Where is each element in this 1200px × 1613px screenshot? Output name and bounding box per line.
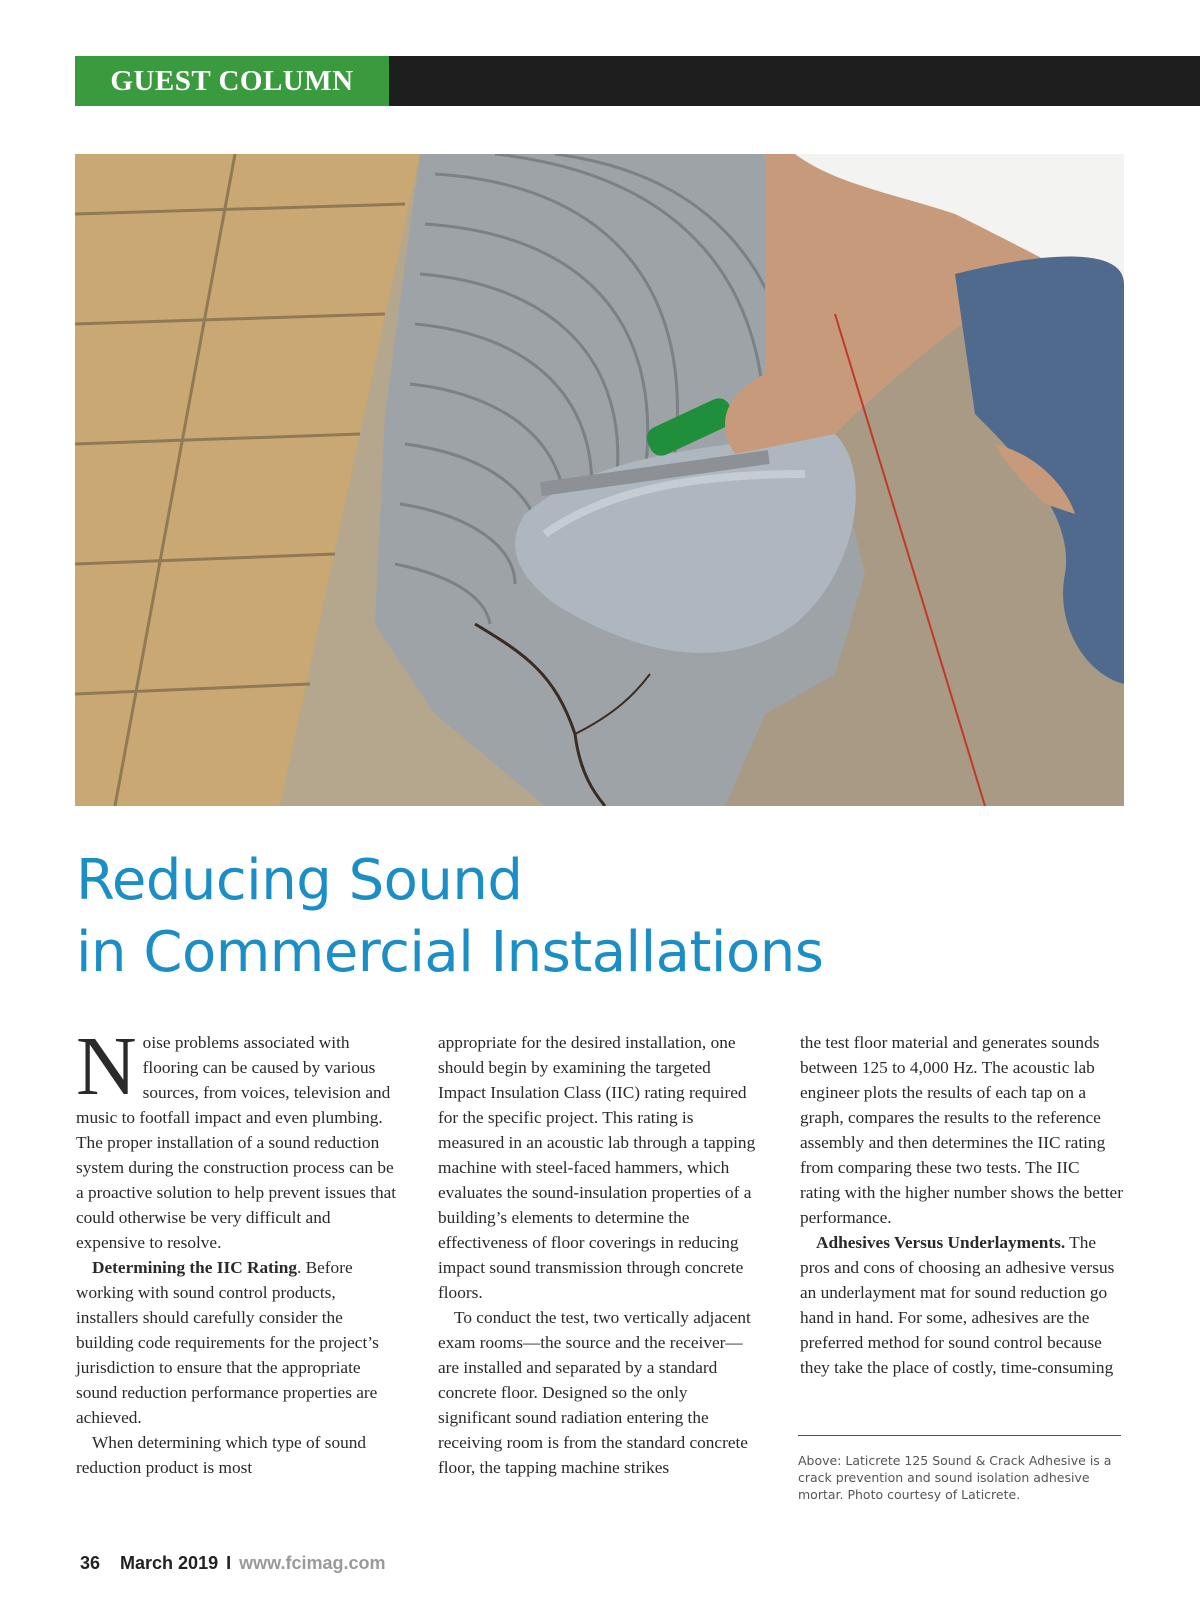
- drop-cap: N: [76, 1020, 137, 1113]
- photo-caption: Above: Laticrete 125 Sound & Crack Adhesive is a crack prevention and sound isolation adhesive mortar. Photo courtesy of Laticrete.: [798, 1453, 1112, 1502]
- paragraph-col3-2: [800, 1230, 1124, 1380]
- caption-divider: [798, 1435, 1121, 1436]
- subhead-adhesives: Adhesives Versus Underlayments.: [816, 1233, 1066, 1252]
- title-line-2: in Commercial Installations: [76, 920, 824, 985]
- adhesives-text: The pros and cons of choosing an adhesive versus an underlayment mat for sound reduction go hand in hand. For some, adhesives are the preferred method for sound control because they take the place of costly, time-consuming: [800, 1233, 1115, 1377]
- page-number: 36: [80, 1553, 101, 1573]
- paragraph-col2-2: To conduct the test, two vertically adjacent exam rooms—the source and the receiver—are installed and separated by a standard concrete floor. Designed so the only significant sound radiation entering the receiving room is from the standard concrete floor, the tapping machine strikes: [438, 1308, 751, 1477]
- iic-text: . Before working with sound control products, installers should carefully consider the building code requirements for the project’s jurisdiction to ensure that the appropriate sound reduction performance properties are achieved.: [76, 1258, 379, 1427]
- subhead-iic-rating: Determining the IIC Rating: [92, 1258, 297, 1277]
- paragraph-col3-1: the test floor material and generates sounds between 125 to 4,000 Hz. The acoustic lab engineer plots the results of each tap on a graph, compares the results to the reference assembly and then determines the IIC rating from comparing these two tests. The IIC rating with the higher number shows the better performance.: [800, 1033, 1123, 1227]
- column-3: [800, 1030, 1124, 1380]
- page-footer: [80, 1553, 385, 1574]
- column-1: [76, 1020, 400, 1480]
- title-line-1: Reducing Sound: [76, 848, 523, 913]
- paragraph-determining: When determining which type of sound reduction product is most: [76, 1433, 367, 1477]
- intro-text: oise problems associated with flooring can be caused by various sources, from voices, television and music to footfall impact and even plumbing. The proper installation of a sound reduction system during the construction process can be a proactive solution to help prevent issues that could otherwise be very difficult and expensive to resolve.: [76, 1033, 397, 1252]
- footer-separator: I: [226, 1553, 232, 1573]
- article-title: [76, 845, 1076, 989]
- website-link[interactable]: www.fcimag.com: [239, 1553, 386, 1573]
- article-photo: [75, 154, 1124, 806]
- photo-trowel-adhesive-icon: [75, 154, 1124, 806]
- section-tag: GUEST COLUMN: [75, 56, 389, 106]
- issue-date: March 2019: [120, 1553, 219, 1573]
- paragraph-iic: [76, 1255, 400, 1430]
- paragraph-col2-1: appropriate for the desired installation, one should begin by examining the targeted Impact Insulation Class (IIC) rating required for the specific project. This rating is measured in an acoustic lab through a tapping machine with steel-faced hammers, which evaluates the sound-insulation properties of a building’s elements to determine the effectiveness of floor coverings in reducing impact sound transmission through concrete floors.: [438, 1033, 756, 1302]
- column-2: [438, 1030, 762, 1480]
- paragraph-intro: [76, 1020, 400, 1255]
